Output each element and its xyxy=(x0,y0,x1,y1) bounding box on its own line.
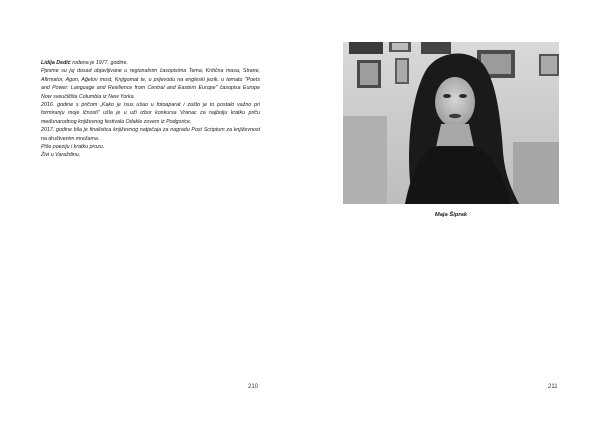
author-photo xyxy=(343,42,559,204)
author-biography xyxy=(41,59,260,160)
author-name: Lidija Dedić xyxy=(41,60,71,66)
page-number: 210 xyxy=(248,384,259,390)
right-page xyxy=(300,0,600,423)
bio-paragraph: Lidija Dedić rođena je 1977. godine. xyxy=(41,60,128,66)
bio-paragraph: 2016. godine s pričom „Kako je Isus ušao u fotoaparat i zašto je to postalo važno pri formiranju moje lčnosti" ušla je u uži izbor konkursa Vranac za najbolju kratku priču međunarodnog književnog festivala Odakle zovem iz Podgorice. xyxy=(41,102,260,125)
bio-paragraph: Piše poeziju i kratku prozu. xyxy=(41,144,105,151)
bio-paragraph: Pjesme su joj dosad objavljivane u regionalnim časopisima Tema, Kritična masa, Strane, Afirmator, Agon, Ağelov most, Knjigomat te, u prijevodu na engleski jezik, u tematu "Poets and Power: Language and Resilience from Central and Eastern Europe" časopisa Europe Now sveučilišta Columbia iz New Yorka. xyxy=(41,68,260,100)
photo-caption: Maja Šiprak xyxy=(434,212,468,218)
bio-paragraph: Živi u Varaždinu. xyxy=(41,152,81,159)
page-number: 211 xyxy=(548,384,558,390)
bio-paragraph: 2017. godine bila je finalistica književnog natječaja za nagradu Post Scriptum za književnost na društvenim mrežama. xyxy=(41,127,260,142)
